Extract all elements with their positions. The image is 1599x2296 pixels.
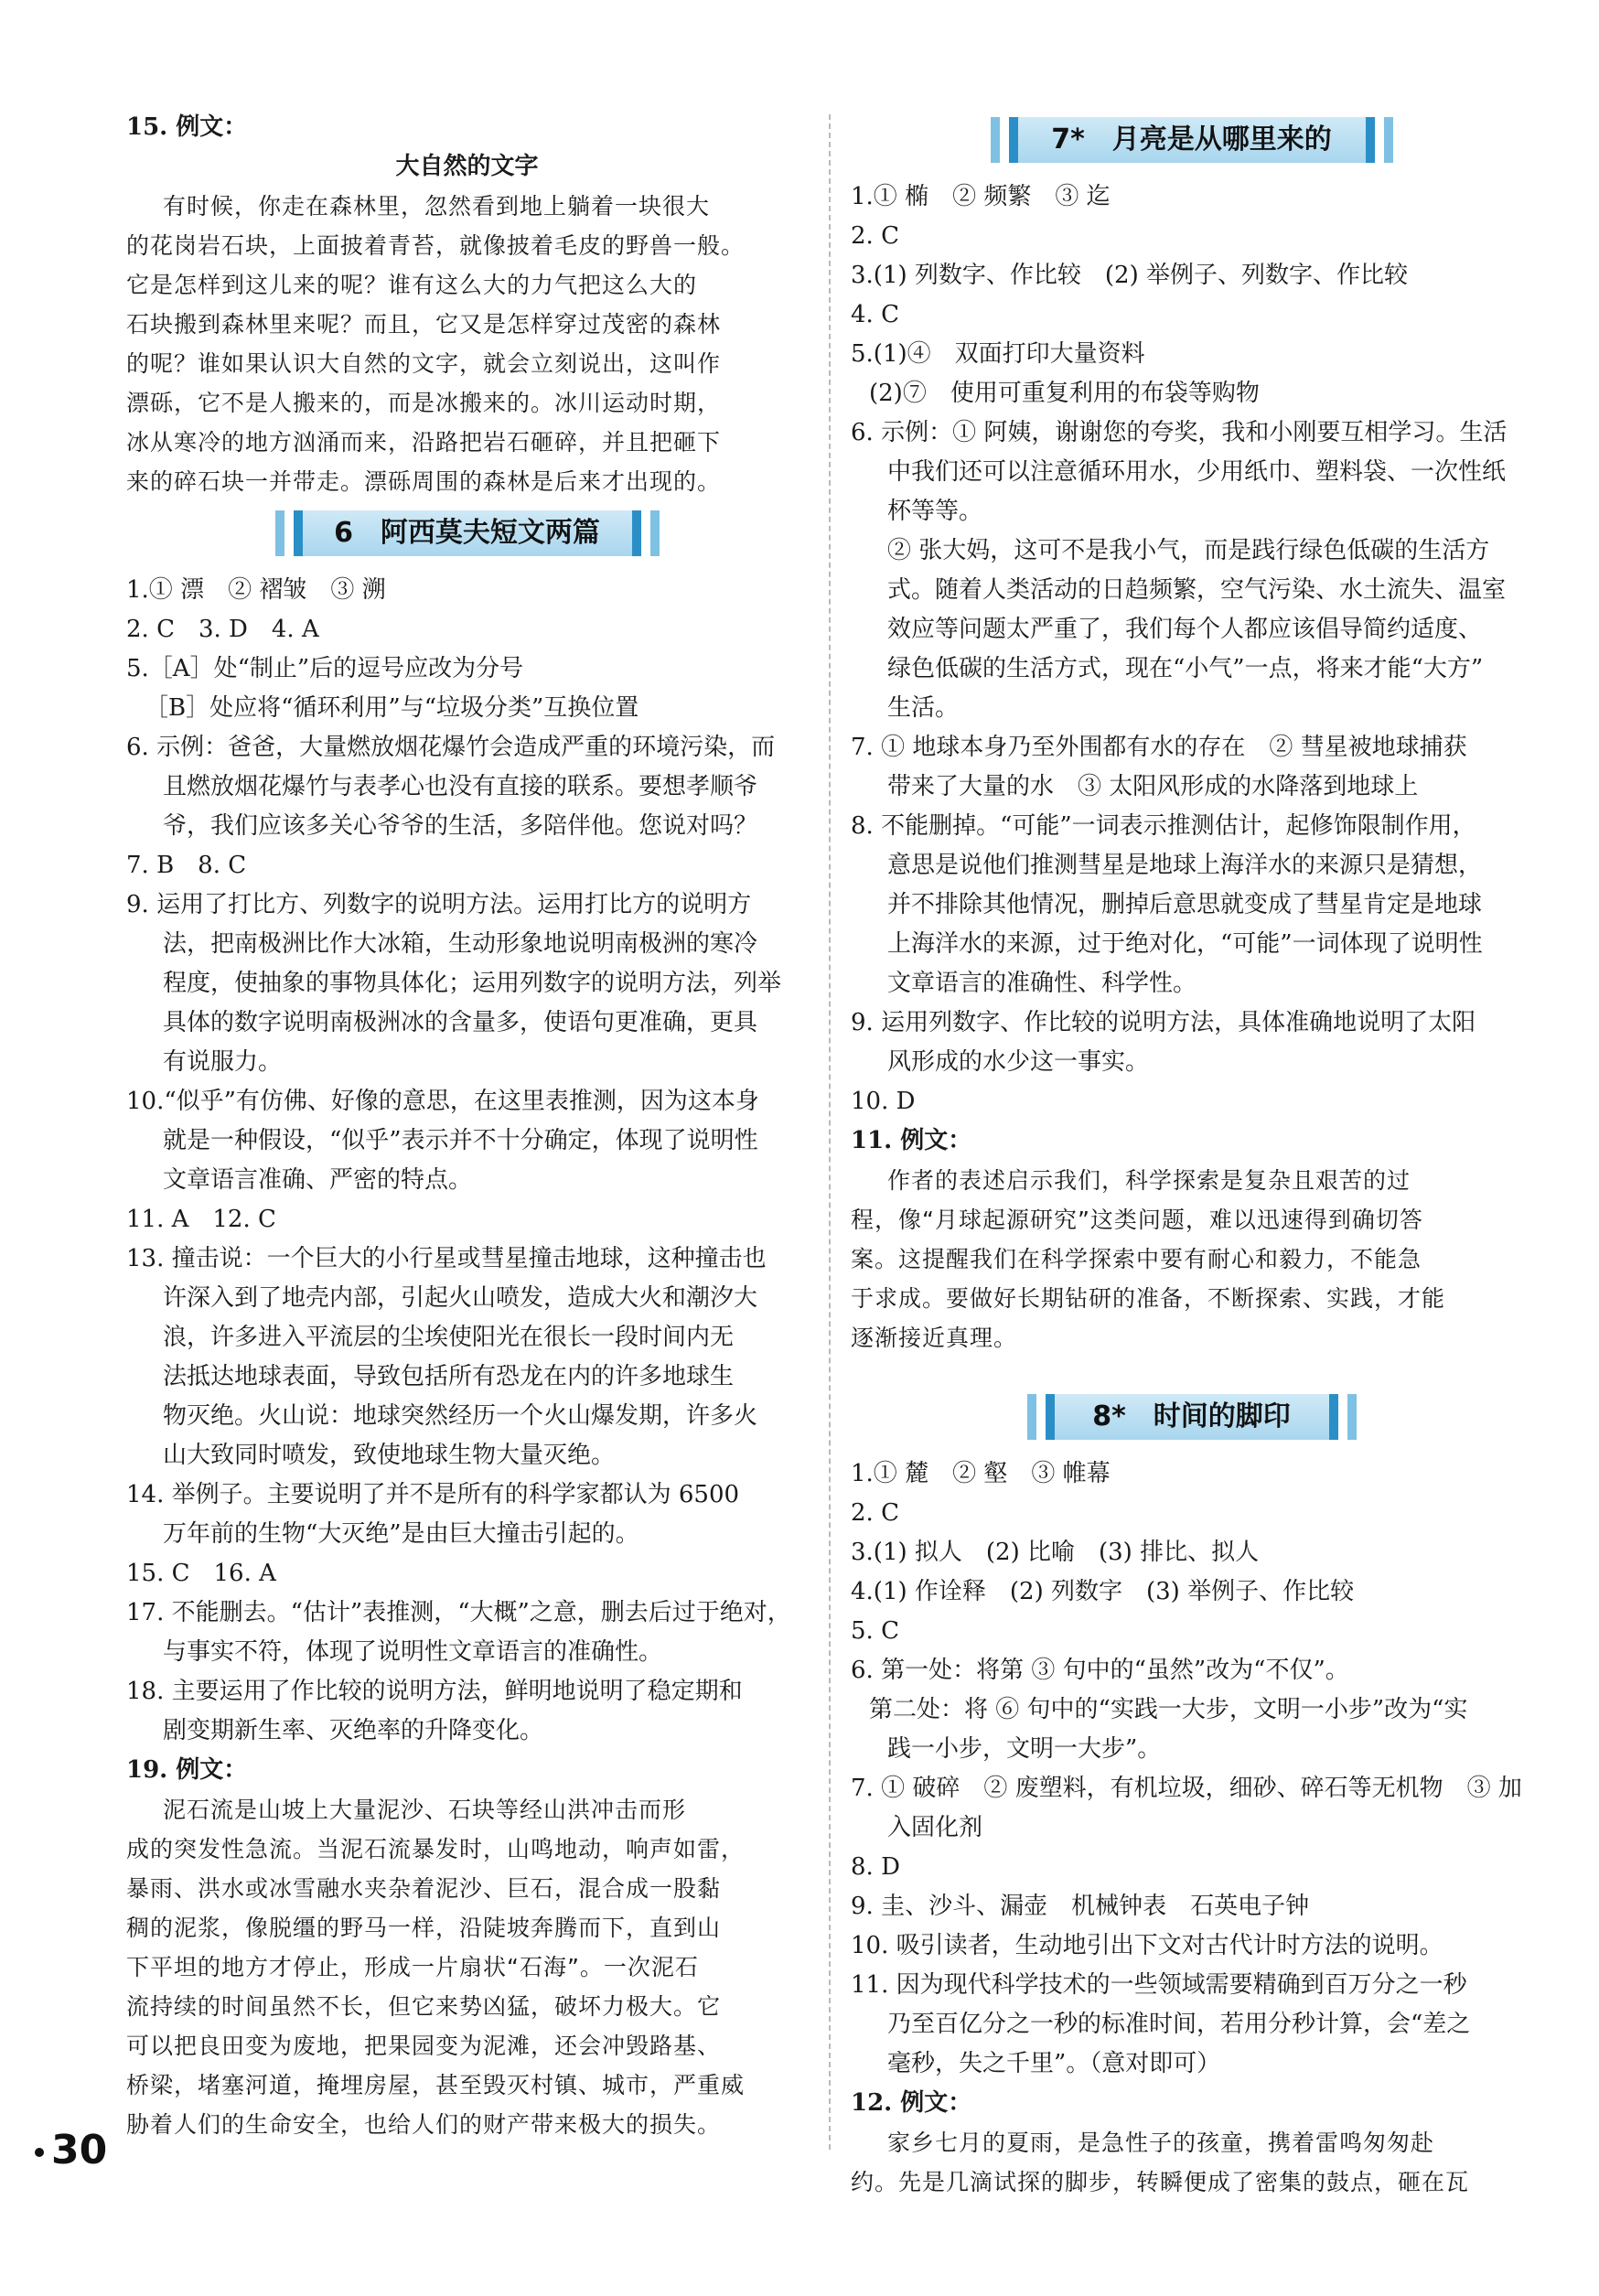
text-line: 法，把南极洲比作大冰箱，生动形象地说明南极洲的寒冷	[163, 930, 758, 958]
text-line: 作者的表述启示我们，科学探索是复杂且艰苦的过	[887, 1167, 1411, 1194]
text-line: ［B］处应将“循环利用”与“垃圾分类”互换位置	[145, 694, 639, 722]
text-line: 1.① 椭 ② 频繁 ③ 迄	[851, 183, 1111, 210]
text-line: 5.(1)④ 双面打印大量资料	[851, 340, 1145, 368]
text-line: 爷，我们应该多关心爷爷的生活，多陪伴他。您说对吗？	[163, 812, 758, 840]
text-line: 大自然的文字	[395, 153, 539, 180]
text-line: 万年前的生物“大灭绝”是由巨大撞击引起的。	[163, 1520, 639, 1548]
text-line: 物灭绝。火山说：地球突然经历一个火山爆发期，许多火	[163, 1402, 758, 1430]
text-line: 12. 例文：	[851, 2089, 972, 2117]
text-line: 9. 运用了打比方、列数字的说明方法。运用打比方的说明方	[126, 891, 752, 918]
text-line: 于求成。要做好长期钻研的准备，不断探索、实践，才能	[851, 1285, 1446, 1312]
text-line: 流持续的时间虽然不长，但它来势凶猛，破坏力极大。它	[126, 1993, 722, 2020]
text-line: 17. 不能删去。“估计”表推测，“大概”之意，删去后过于绝对，	[126, 1599, 791, 1626]
text-line: 5. C	[851, 1617, 899, 1645]
text-line: 它是怎样到这儿来的呢？谁有这么大的力气把这么大的	[126, 272, 698, 298]
text-line: 来的碎石块一并带走。漂砾周围的森林是后来才出现的。	[126, 468, 722, 495]
text-line: 10. D	[851, 1088, 916, 1115]
text-line: 第二处：将 ⑥ 句中的“实践一大步，文明一小步”改为“实	[869, 1696, 1468, 1723]
column-divider	[829, 114, 831, 2150]
text-line: 具体的数字说明南极洲冰的含量多，使语句更准确，更具	[163, 1009, 758, 1036]
text-line: 7. ① 地球本身乃至外围都有水的存在 ② 彗星被地球捕获	[851, 734, 1467, 761]
left-column	[126, 108, 808, 2144]
text-line: 中我们还可以注意循环用水，少用纸巾、塑料袋、一次性纸	[887, 458, 1507, 486]
text-line: 有说服力。	[163, 1048, 283, 1076]
text-line: 文章语言准确、严密的特点。	[163, 1166, 473, 1194]
text-line: 稠的泥浆，像脱缰的野马一样，沿陡坡奔腾而下，直到山	[126, 1915, 722, 1941]
text-line: 3.(1) 列数字、作比较 (2) 举例子、列数字、作比较	[851, 262, 1408, 289]
text-line: 4. C	[851, 301, 899, 328]
text-line: 13. 撞击说：一个巨大的小行星或彗星撞击地球，这种撞击也	[126, 1245, 767, 1272]
text-line: 11. A 12. C	[126, 1206, 276, 1233]
text-line: 10. 吸引读者，生动地引出下文对古代计时方法的说明。	[851, 1932, 1443, 1959]
text-line: 文章语言的准确性、科学性。	[887, 970, 1197, 997]
text-line: 石块搬到森林里来呢？而且，它又是怎样穿过茂密的森林	[126, 311, 722, 338]
text-line: 的呢？谁如果认识大自然的文字，就会立刻说出，这叫作	[126, 350, 722, 377]
text-line: 胁着人们的生命安全，也给人们的财产带来极大的损失。	[126, 2111, 722, 2138]
spacer	[851, 1357, 1532, 1385]
text-line: 6. 示例：① 阿姨，谢谢您的夸奖，我和小刚要互相学习。生活	[851, 419, 1508, 446]
text-line: 冰从寒冷的地方汹涌而来，沿路把岩石砸碎，并且把砸下	[126, 429, 722, 456]
text-line: 与事实不符，体现了说明性文章语言的准确性。	[163, 1638, 663, 1666]
text-line: 1.① 漂 ② 褶皱 ③ 溯	[126, 576, 386, 604]
text-line: 浪，许多进入平流层的尘埃使阳光在很长一段时间内无	[163, 1324, 735, 1351]
text-line: 山大致同时喷发，致使地球生物大量灭绝。	[163, 1442, 616, 1469]
text-line: 毫秒，失之千里”。（意对即可）	[887, 2050, 1221, 2077]
text-line: 4.(1) 作诠释 (2) 列数字 (3) 举例子、作比较	[851, 1578, 1355, 1605]
text-line: 桥梁，堵塞河道，掩埋房屋，甚至毁灭村镇、城市，严重威	[126, 2072, 746, 2098]
page-number-text: 30	[51, 2127, 108, 2173]
text-line: 6. 第一处：将第 ③ 句中的“虽然”改为“不仅”。	[851, 1657, 1349, 1684]
text-line: 意思是说他们推测彗星是地球上海洋水的来源只是猜想，	[887, 852, 1483, 879]
text-line: 程，像“月球起源研究”这类问题，难以迅速得到确切答	[851, 1207, 1423, 1233]
text-line: 案。这提醒我们在科学探索中要有耐心和毅力，不能急	[851, 1246, 1422, 1272]
text-line: 乃至百亿分之一秒的标准时间，若用分秒计算，会“差之	[887, 2011, 1471, 2038]
text-line: 2. C 3. D 4. A	[126, 616, 319, 643]
right-column	[851, 108, 1532, 2202]
text-line: 效应等问题太严重了，我们每个人都应该倡导简约适度、	[887, 616, 1483, 643]
text-line: (2)⑦ 使用可重复利用的布袋等购物	[869, 380, 1260, 407]
text-line: 式。随着人类活动的日趋频繁，空气污染、水土流失、温室	[887, 576, 1507, 604]
text-line: 9. 圭、沙斗、漏壶 机械钟表 石英电子钟	[851, 1893, 1310, 1920]
text-line: 9. 运用列数字、作比较的说明方法，具体准确地说明了太阳	[851, 1009, 1476, 1036]
text-line: 7. ① 破碎 ② 废塑料，有机垃圾，细砂、碎石等无机物 ③ 加	[851, 1775, 1522, 1802]
section-heading: 8* 时间的脚印	[1046, 1394, 1338, 1440]
text-line: 19. 例文：	[126, 1756, 248, 1784]
section-heading: 6 阿西莫夫短文两篇	[294, 510, 641, 556]
text-line: 1.① 麓 ② 壑 ③ 帷幕	[851, 1460, 1111, 1487]
text-line: 并不排除其他情况，删掉后意思就变成了彗星肯定是地球	[887, 891, 1483, 918]
text-line: 18. 主要运用了作比较的说明方法，鲜明地说明了稳定期和	[126, 1678, 743, 1705]
text-line: 7. B 8. C	[126, 852, 247, 879]
text-line: 15. 例文：	[126, 113, 248, 141]
text-line: 8. 不能删掉。“可能”一词表示推测估计，起修饰限制作用，	[851, 812, 1476, 840]
text-line: 风形成的水少这一事实。	[887, 1048, 1150, 1076]
text-line: 11. 例文：	[851, 1127, 972, 1154]
text-line: 2. C	[851, 1499, 899, 1527]
text-line: 可以把良田变为废地，把果园变为泥滩，还会冲毁路基、	[126, 2033, 722, 2059]
text-line: 逐渐接近真理。	[851, 1325, 1018, 1351]
text-line: 践一小步，文明一大步”。	[887, 1735, 1162, 1763]
text-line: 下平坦的地方才停止，形成一片扇状“石海”。一次泥石	[126, 1954, 699, 1980]
text-line: 家乡七月的夏雨，是急性子的孩童，携着雷鸣匆匆赴	[887, 2130, 1435, 2156]
text-line: 约。先是几滴试探的脚步，转瞬便成了密集的鼓点，砸在瓦	[851, 2169, 1470, 2195]
text-line: 泥石流是山坡上大量泥沙、石块等经山洪冲击而形	[163, 1797, 687, 1823]
text-line: 5.［A］处“制止”后的逗号应改为分号	[126, 655, 524, 682]
text-line: 暴雨、洪水或冰雪融水夹杂着泥沙、巨石，混合成一股黏	[126, 1875, 722, 1902]
text-line: ② 张大妈，这可不是我小气，而是践行绿色低碳的生活方	[887, 537, 1490, 564]
text-line: 14. 举例子。主要说明了并不是所有的科学家都认为 6500	[126, 1481, 740, 1508]
text-line: 漂砾，它不是人搬来的，而是冰搬来的。冰川运动时期，	[126, 390, 722, 416]
text-line: 杯等等。	[887, 498, 983, 525]
text-line: 15. C 16. A	[126, 1560, 276, 1587]
text-line: 10.“似乎”有仿佛、好像的意思，在这里表推测，因为这本身	[126, 1088, 759, 1115]
text-line: 就是一种假设，“似乎”表示并不十分确定，体现了说明性	[163, 1127, 758, 1154]
text-line: 许深入到了地壳内部，引起火山喷发，造成大火和潮汐大	[163, 1284, 758, 1312]
bullet-dot-icon	[35, 2148, 44, 2157]
text-line: 有时候，你走在森林里，忽然看到地上躺着一块很大	[163, 193, 711, 220]
page-number	[35, 2127, 107, 2173]
text-line: 法抵达地球表面，导致包括所有恐龙在内的许多地球生	[163, 1363, 735, 1390]
text-line: 程度，使抽象的事物具体化；运用列数字的说明方法，列举	[163, 970, 782, 997]
text-line: 3.(1) 拟人 (2) 比喻 (3) 排比、拟人	[851, 1539, 1260, 1566]
text-line: 成的突发性急流。当泥石流暴发时，山鸣地动，响声如雷，	[126, 1836, 746, 1862]
text-line: 带来了大量的水 ③ 太阳风形成的水降落到地球上	[887, 773, 1419, 800]
section-heading: 7* 月亮是从哪里来的	[1009, 117, 1375, 163]
text-line: 入固化剂	[887, 1814, 983, 1841]
text-line: 的花岗岩石块，上面披着青苔，就像披着毛皮的野兽一般。	[126, 232, 746, 259]
text-line: 剧变期新生率、灭绝率的升降变化。	[163, 1717, 544, 1744]
text-line: 且燃放烟花爆竹与表孝心也没有直接的联系。要想孝顺爷	[163, 773, 758, 800]
text-line: 生活。	[887, 694, 960, 722]
text-line: 8. D	[851, 1853, 900, 1881]
text-line: 绿色低碳的生活方式，现在“小气”一点，将来才能“大方”	[887, 655, 1484, 682]
text-line: 11. 因为现代科学技术的一些领域需要精确到百万分之一秒	[851, 1971, 1467, 1999]
text-line: 2. C	[851, 222, 899, 250]
text-line: 上海洋水的来源，过于绝对化，“可能”一词体现了说明性	[887, 930, 1483, 958]
text-line: 6. 示例：爸爸，大量燃放烟花爆竹会造成严重的环境污染，而	[126, 734, 776, 761]
